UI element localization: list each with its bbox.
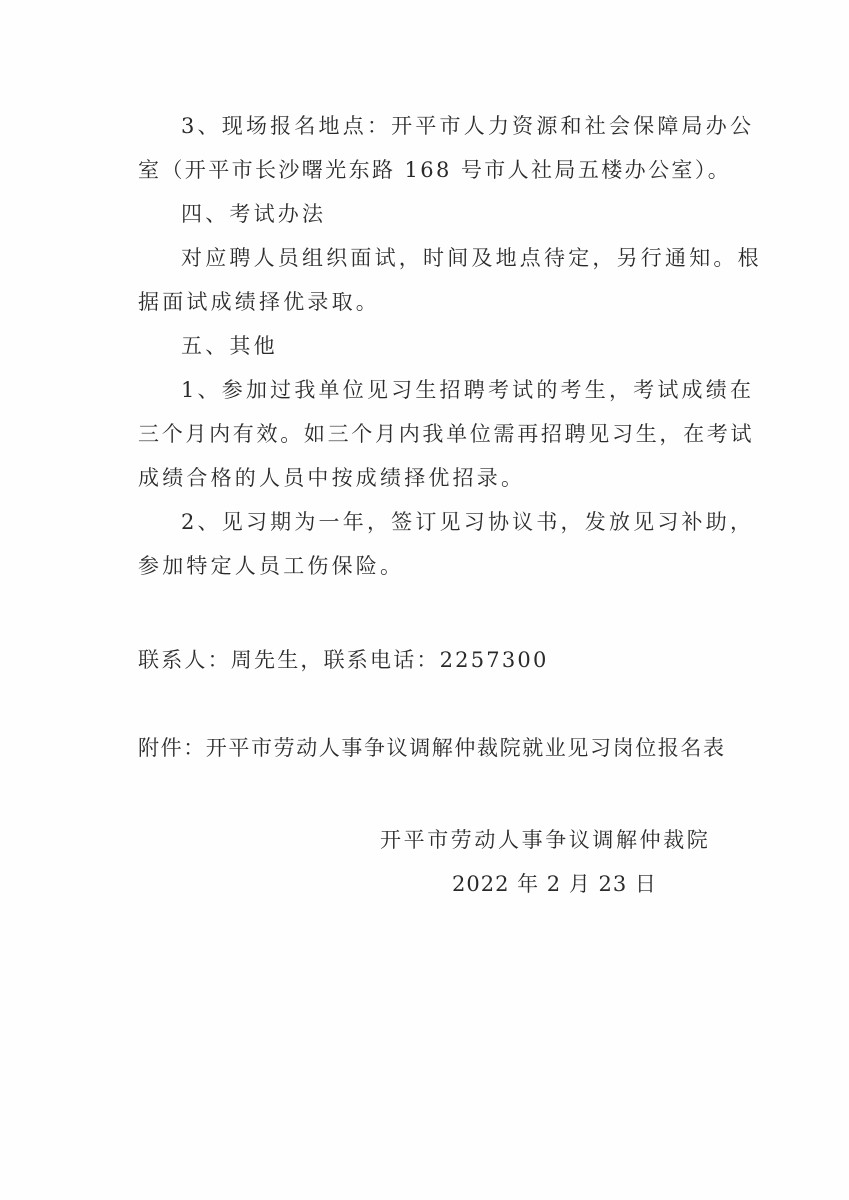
section-5-heading: 五、其他	[181, 334, 278, 358]
exam-method-line-2: 据面试成绩择优录取。	[138, 290, 380, 314]
other-item-2-line-2: 参加特定人员工伤保险。	[138, 554, 405, 578]
signature-organization: 开平市劳动人事争议调解仲裁院	[380, 828, 711, 852]
other-item-1-line-3: 成绩合格的人员中按成绩择优招录。	[138, 466, 526, 490]
contact-line: 联系人：周先生，联系电话：2257300	[138, 648, 549, 672]
section-4-heading: 四、考试办法	[181, 202, 327, 226]
signature-date: 2022 年 2 月 23 日	[452, 872, 657, 896]
exam-method-line-1: 对应聘人员组织面试，时间及地点待定，另行通知。根	[181, 246, 762, 270]
attachment-line: 附件：开平市劳动人事争议调解仲裁院就业见习岗位报名表	[138, 736, 726, 760]
other-item-2-line-1: 2、见习期为一年，签订见习协议书，发放见习补助，	[181, 510, 755, 534]
registration-location-line-1: 3、现场报名地点：开平市人力资源和社会保障局办公	[181, 114, 755, 138]
other-item-1-line-2: 三个月内有效。如三个月内我单位需再招聘见习生，在考试	[138, 422, 755, 446]
registration-location-line-2: 室（开平市长沙曙光东路 168 号市人社局五楼办公室）。	[138, 158, 732, 182]
other-item-1-line-1: 1、参加过我单位见习生招聘考试的考生，考试成绩在	[181, 378, 755, 402]
